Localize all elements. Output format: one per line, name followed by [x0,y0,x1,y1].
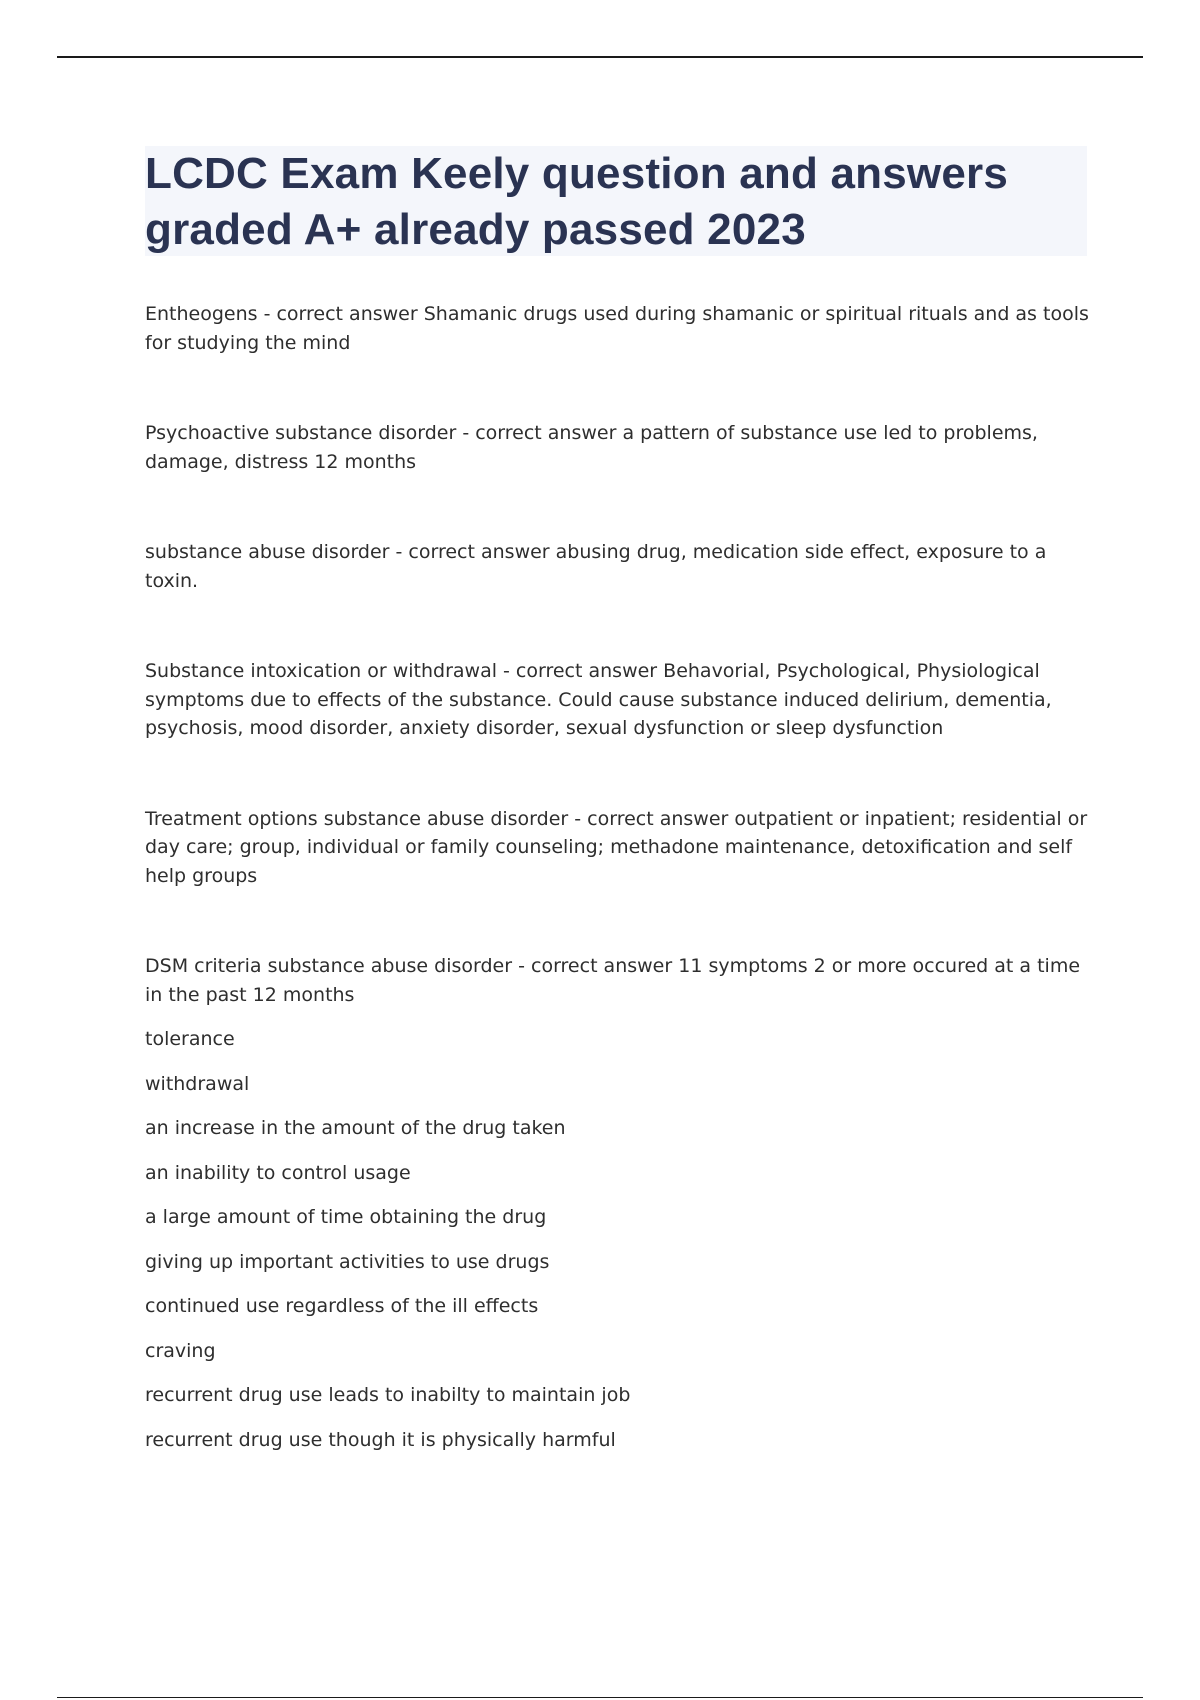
bottom-rule [57,1697,1143,1698]
list-item: withdrawal [145,1072,250,1095]
list-item: an increase in the amount of the drug taken [145,1117,566,1139]
entry-intoxication-withdrawal: Substance intoxication or withdrawal - correct answer Behavorial, Psychological, Physiological symptoms due to effects of the substance. Could cause substance induced delirium, dementia, psychosis, mood disorder, anxiety disorder, sexual dysfunction or sleep dysfunction [145,660,1052,739]
title-banner [145,146,1087,256]
top-rule [57,56,1143,58]
list-item: recurrent drug use leads to inabilty to maintain job [145,1384,631,1406]
list-item: an inability to control usage [145,1161,411,1184]
list-item: recurrent drug use though it is physically harmful [145,1428,616,1451]
entry-psychoactive-substance-disorder: Psychoactive substance disorder - correct answer a pattern of substance use led to problems, damage, distress 12 months [145,422,1038,473]
entry-treatment-options: Treatment options substance abuse disorder - correct answer outpatient or inpatient; residential or day care; group, individual or family counseling; methadone maintenance, detoxification and self help groups [145,807,1088,887]
list-item: giving up important activities to use drugs [145,1250,550,1273]
document-title: LCDC Exam Keely question and answers graded A+ already passed 2023 [145,149,1009,254]
document-body [145,300,1095,1470]
entry-entheogens: Entheogens - correct answer Shamanic drugs used during shamanic or spiritual rituals and as tools for studying the mind [145,303,1089,354]
list-item: continued use regardless of the ill effects [145,1295,539,1317]
entry-dsm-criteria: DSM criteria substance abuse disorder - correct answer 11 symptoms 2 or more occured at a time in the past 12 months [145,955,1081,1006]
list-item: tolerance [145,1028,235,1050]
list-item: a large amount of time obtaining the drug [145,1206,547,1228]
dsm-symptom-list [145,1025,1095,1454]
entry-substance-abuse-disorder: substance abuse disorder - correct answer abusing drug, medication side effect, exposure to a toxin. [145,541,1047,592]
list-item: craving [145,1339,216,1362]
